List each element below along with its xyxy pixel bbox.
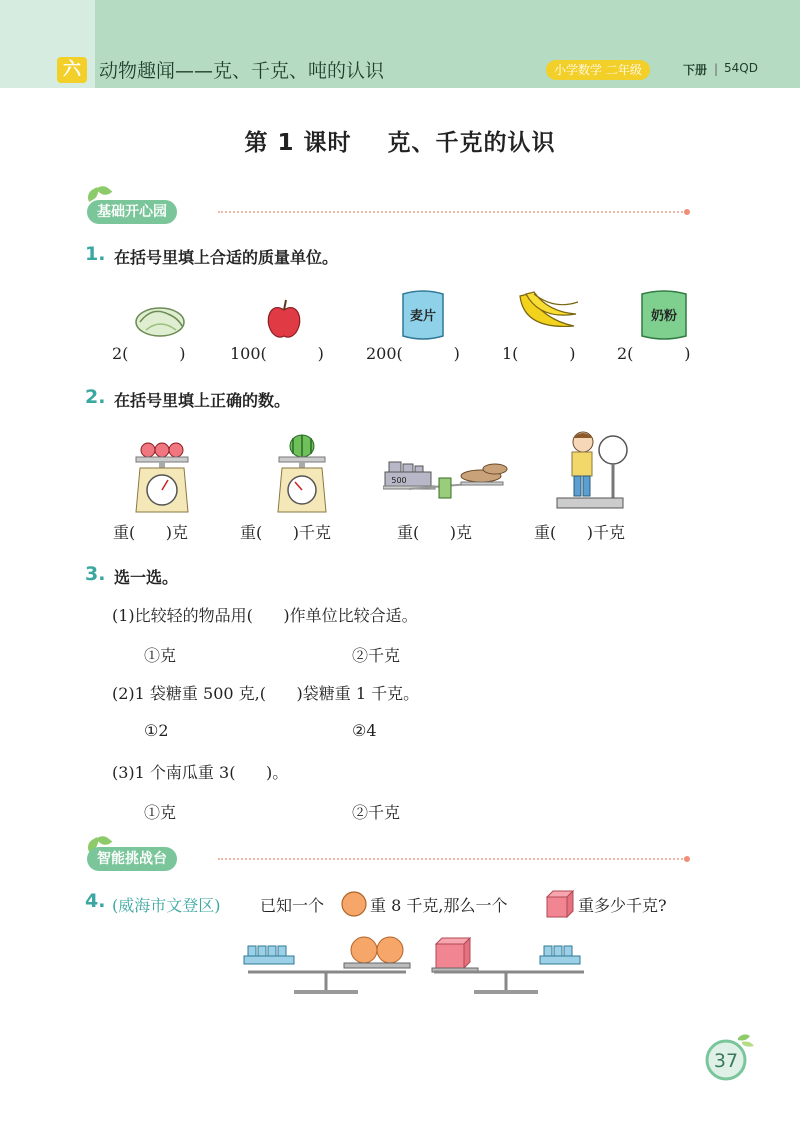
- question-1-number: 1.: [85, 243, 106, 265]
- question-3-number: 3.: [85, 563, 106, 585]
- milk-powder-bag-label: 奶粉: [650, 309, 678, 324]
- balance-balls-vs-weights-icon: [240, 932, 412, 996]
- question-4-part-2: 重 8 千克,那么一个: [370, 896, 508, 915]
- q3-3-stem: (3)1 个南瓜重 3( )。: [112, 763, 289, 782]
- q1-blank-2[interactable]: 100( ): [230, 344, 324, 363]
- brand-code: 54QD: [724, 61, 758, 75]
- q3-2-option-1[interactable]: ①2: [144, 721, 169, 740]
- section-tag-basic: 基础开心园: [87, 200, 177, 224]
- watermelon-on-scale-icon: [275, 432, 329, 514]
- question-1-text: 在括号里填上合适的质量单位。: [114, 248, 339, 267]
- q1-blank-1[interactable]: 2( ): [112, 344, 186, 363]
- orange-ball-icon: [340, 890, 368, 918]
- q1-blank-5[interactable]: 2( ): [617, 344, 691, 363]
- q3-3-option-1[interactable]: ①克: [144, 803, 177, 822]
- lesson-title: 第 1 课时 克、千克的认识: [244, 130, 556, 156]
- unit-title: 动物趣闻——克、千克、吨的认识: [99, 60, 385, 82]
- weight-label: 500: [391, 476, 407, 485]
- section-tag-challenge: 智能挑战台: [87, 847, 177, 871]
- q3-2-stem: (2)1 袋糖重 500 克,( )袋糖重 1 千克。: [112, 684, 420, 703]
- unit-badge: 六: [57, 57, 87, 83]
- balance-cube-vs-weights-icon: [428, 932, 588, 996]
- q1-blank-4[interactable]: 1( ): [502, 344, 576, 363]
- q1-blank-3[interactable]: 200( ): [366, 344, 460, 363]
- child-on-scale-icon: [555, 428, 631, 514]
- q2-blank-1[interactable]: 重( )克: [113, 523, 189, 542]
- pink-cube-icon: [545, 889, 575, 919]
- apples-on-scale-icon: [132, 436, 192, 514]
- q3-3-option-2[interactable]: ②千克: [352, 803, 401, 822]
- grade-pill: 小学数学 二年级: [546, 60, 650, 80]
- question-4-part-3: 重多少千克?: [578, 896, 667, 915]
- dotted-divider: [218, 211, 686, 213]
- question-3-text: 选一选。: [114, 568, 179, 587]
- question-2-text: 在括号里填上正确的数。: [114, 391, 291, 410]
- q2-blank-4[interactable]: 重( )千克: [534, 523, 626, 542]
- q2-blank-3[interactable]: 重( )克: [397, 523, 473, 542]
- balance-scale-icon: [383, 458, 515, 500]
- question-4-part-1: 已知一个: [260, 896, 325, 915]
- leaf-icon: [96, 183, 113, 199]
- apple-icon: [264, 298, 304, 342]
- page-number: 37: [713, 1050, 739, 1072]
- q3-1-option-1[interactable]: ①克: [144, 646, 177, 665]
- milk-powder-bag-icon: [638, 288, 690, 342]
- page-number-badge: [704, 1032, 756, 1082]
- q3-1-option-2[interactable]: ②千克: [352, 646, 401, 665]
- oats-bag-icon: [399, 288, 447, 342]
- question-4-source: (威海市文登区): [112, 896, 221, 915]
- question-4-number: 4.: [85, 890, 106, 912]
- q3-1-stem: (1)比较轻的物品用( )作单位比较合适。: [112, 606, 418, 625]
- term-label: 下册: [683, 63, 708, 77]
- q2-blank-2[interactable]: 重( )千克: [240, 523, 332, 542]
- oats-bag-label: 麦片: [409, 309, 437, 324]
- dotted-divider: [218, 858, 686, 860]
- question-2-number: 2.: [85, 386, 106, 408]
- cabbage-icon: [132, 300, 188, 340]
- header-divider: |: [714, 62, 719, 76]
- q3-2-option-2[interactable]: ②4: [352, 721, 377, 740]
- banana-icon: [514, 290, 580, 340]
